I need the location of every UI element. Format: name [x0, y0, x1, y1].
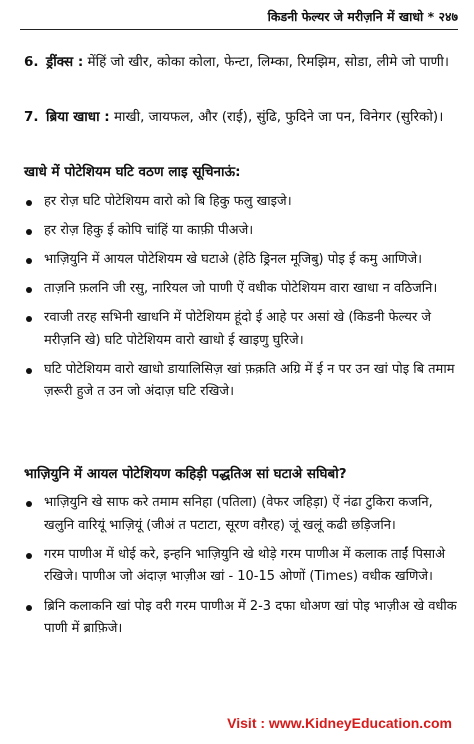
item-number: 7. — [24, 109, 39, 125]
item-term: ब्रिया खाधा : — [46, 109, 110, 125]
list-item-text: भाज़ियुनि में आयल पोटेशियम खे घटाअे (हेठि ड्रिनल मूजिबु) पोइ ई कमु आणिजे। — [44, 251, 423, 267]
list-item-text: हर रोज़ घटि पोटेशियम वारो को बि हिकु फलु खाइजे। — [44, 194, 292, 209]
numbered-item-drinks — [24, 51, 460, 74]
bullet-dot-icon — [26, 605, 32, 611]
item-body — [46, 51, 460, 74]
section-heading-potassium-tips: खाधे में पोटेशियम घटि वठण लाइ सूचिनाऊं: — [24, 164, 241, 180]
bullet-list-potassium-tips — [22, 191, 464, 410]
item-term: ड्रींक्स : — [46, 54, 84, 70]
list-item-text: घटि पोटेशियम वारो खाधो डायालिसिज़ खां फ़क़ति अग्रि में ई न पर उन खां पोइ बि तमाम ज़रूरी हुजे त उन जो अंदाज़ घटि रखिजे। — [44, 361, 455, 400]
list-item-text: रवाजी तरह सभिनी खाधनि में पोटेशियम हूंदो ई आहे पर असां खे (किडनी फेल्यर जे मरीज़नि खे) घटि पोटेशियम वारो खाधो ई खाइणु घुरिजे। — [44, 309, 432, 348]
bullet-dot-icon — [26, 501, 32, 507]
bullet-list-reduce-potassium — [22, 492, 464, 647]
section-heading-reduce-potassium: भाज़ियुनि में आयल पोटेशियण कहिड़ी पद्धतिअ सां घटाअे सघिबो? — [24, 466, 347, 482]
list-item-text: ताज़नि फ़लनि जी रसु, नारियल जो पाणी ऐं वधीक पोटेशियम वारा खाधा न वठिजनि। — [44, 280, 438, 296]
bullet-dot-icon — [26, 258, 32, 264]
bullet-dot-icon — [26, 200, 32, 206]
footer-website-link[interactable]: Visit : www.KidneyEducation.com — [227, 715, 452, 731]
item-number: 6. — [24, 54, 39, 70]
bullet-dot-icon — [26, 368, 32, 374]
list-item — [22, 359, 464, 404]
list-item — [22, 191, 464, 214]
list-item-text: गरम पाणीअ में धोई करे, इन्हनि भाज़ियुनि खे थोड़े गरम पाणीअ में कलाक ताईं पिसाअे रखिजे। पाणीअ जो अंदाज़ भाज़ीअ खां - 10-15 ओणों (Times) वधीक खणिजे। — [44, 546, 446, 585]
list-item — [22, 278, 464, 301]
list-item — [22, 492, 464, 537]
item-body — [46, 106, 460, 129]
item-text: माखी, जायफल, और (राई), सुंढि, फुदिने जा पन, विनेगर (सुरिको)। — [109, 109, 444, 125]
running-header: किडनी फेल्यर जे मरीज़नि में खाधो * २४७ — [267, 9, 458, 24]
bullet-dot-icon — [26, 287, 32, 293]
list-item — [22, 220, 464, 243]
list-item — [22, 544, 464, 589]
header-rule — [20, 29, 458, 30]
list-item-text: हर रोज़ हिकु ई कोपि चांहिं या काफ़ी पीअजे। — [44, 222, 254, 238]
list-item — [22, 249, 464, 272]
list-item-text: ब्रिनि कलाकनि खां पोइ वरी गरम पाणीअ में 2-3 दफा धोअण खां पोइ भाज़ीअ खे वधीक पाणी में ब्राफ़िजे। — [44, 598, 457, 637]
bullet-dot-icon — [26, 316, 32, 322]
bullet-dot-icon — [26, 229, 32, 235]
item-text: मेंहिं जो खीर, कोका कोला, फेन्टा, लिम्का, रिमझिम, सोडा, लीमे जो पाणी। — [83, 54, 449, 70]
list-item — [22, 307, 464, 352]
numbered-item-spices — [24, 106, 460, 129]
bullet-dot-icon — [26, 553, 32, 559]
list-item — [22, 596, 464, 641]
list-item-text: भाज़ियुनि खे साफ करे तमाम सनिहा (पतिला) (वेफर जहिड़ा) ऐं नंढा टुकिरा कजनि, खलुनि वारियूं भाज़ियूं (जीअं त पटाटा, सूरण वग़ैरह) जूं खलूं कढी छड़िजनि। — [44, 495, 433, 533]
